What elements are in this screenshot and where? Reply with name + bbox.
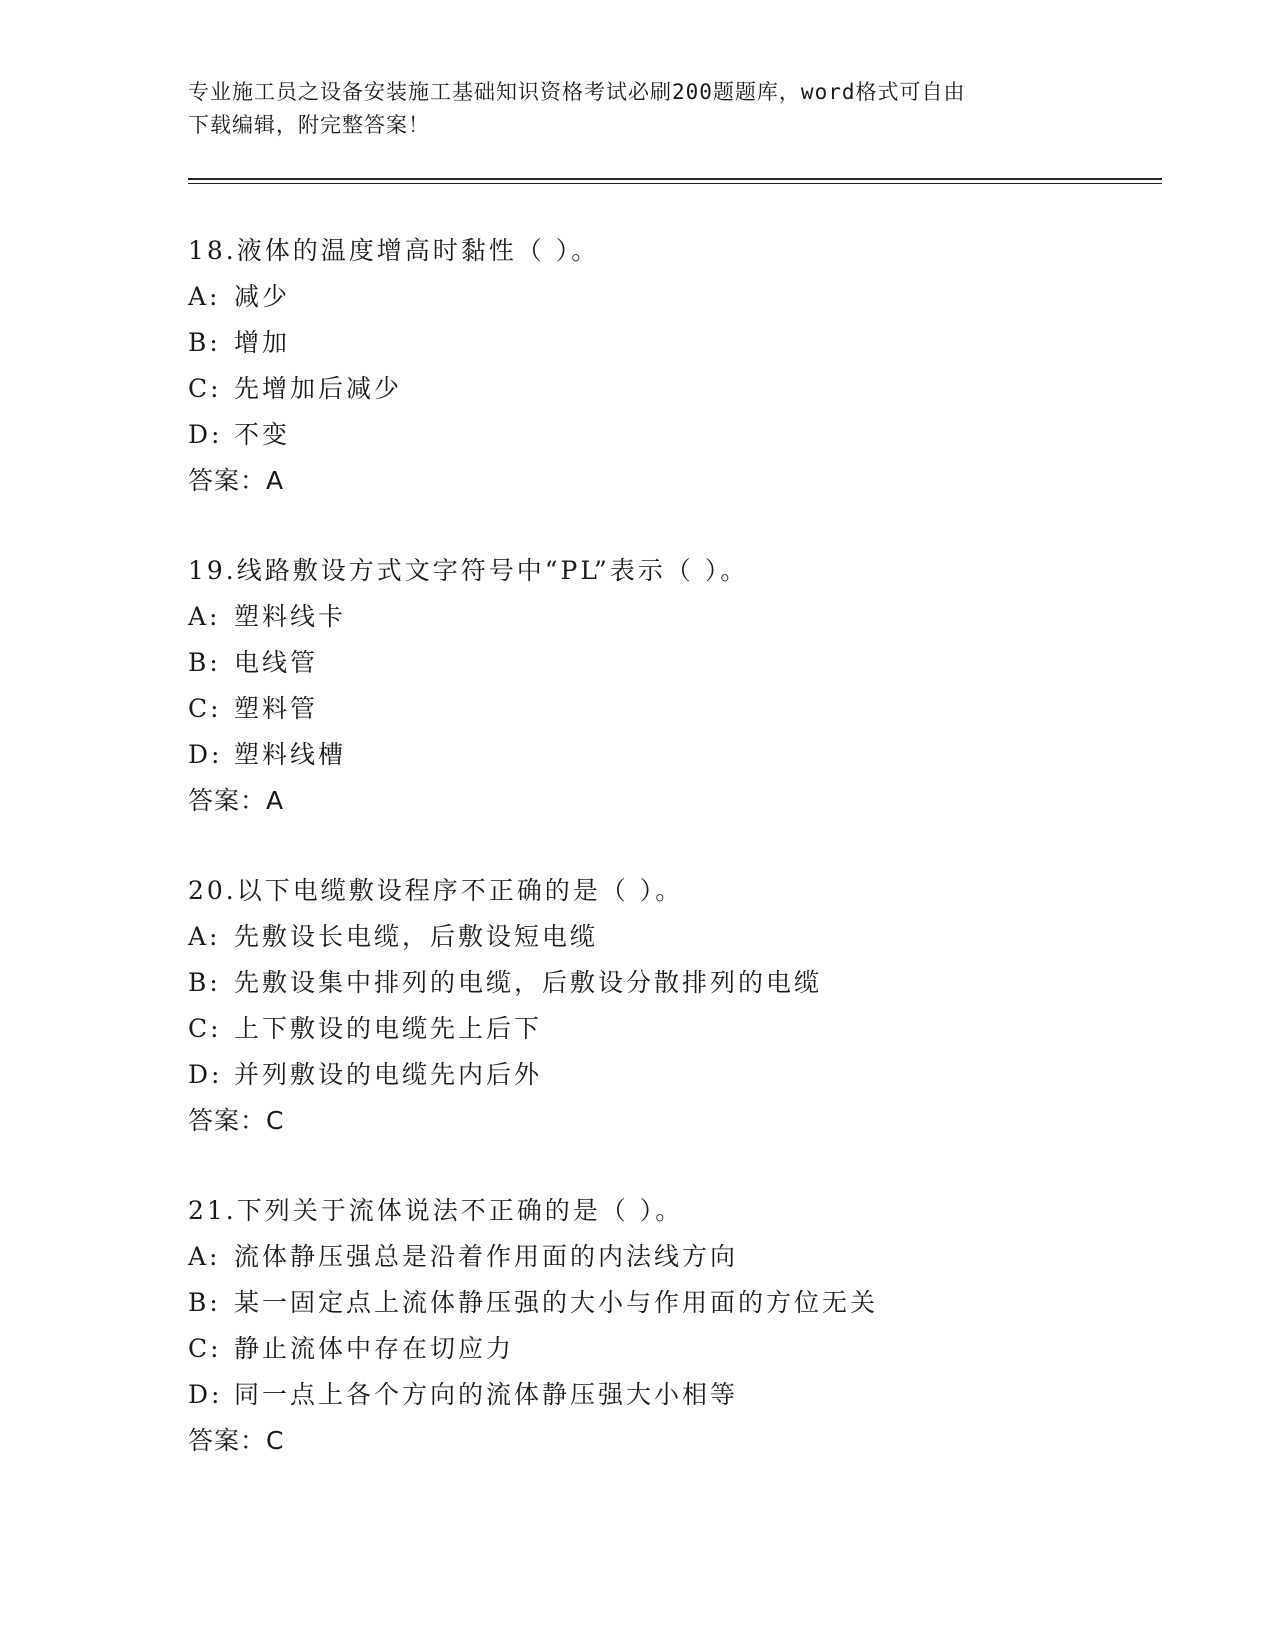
- question-19: [188, 548, 1188, 824]
- option-text: 塑料线槽: [234, 740, 347, 769]
- option-key: A:: [188, 922, 221, 951]
- option-text: 不变: [234, 420, 291, 449]
- option-a: [188, 594, 1188, 640]
- option-key: D:: [188, 740, 223, 769]
- answer: 答案：C: [188, 1106, 285, 1135]
- answer: 答案：C: [188, 1426, 285, 1455]
- option-text: 流体静压强总是沿着作用面的内法线方向: [234, 1242, 739, 1271]
- option-key: D:: [188, 1380, 223, 1409]
- answer: 答案：A: [188, 786, 285, 815]
- option-key: A:: [188, 282, 221, 311]
- option-text: 静止流体中存在切应力: [234, 1334, 515, 1363]
- option-a: [188, 1234, 1188, 1280]
- option-c: [188, 366, 1188, 412]
- question-20: [188, 868, 1188, 1144]
- document-header: [188, 76, 1088, 142]
- question-stem: 20.以下电缆敷设程序不正确的是（ ）。: [188, 876, 684, 905]
- option-d: [188, 732, 1188, 778]
- option-text: 并列敷设的电缆先内后外: [234, 1060, 543, 1089]
- option-a: [188, 914, 1188, 960]
- option-d: [188, 412, 1188, 458]
- answer: 答案：A: [188, 466, 285, 495]
- option-text: 先增加后减少: [234, 374, 403, 403]
- option-text: 减少: [234, 282, 291, 311]
- option-c: [188, 1326, 1188, 1372]
- option-d: [188, 1052, 1188, 1098]
- option-text: 先敷设长电缆，后敷设短电缆: [234, 922, 599, 951]
- option-text: 同一点上各个方向的流体静压强大小相等: [234, 1380, 739, 1409]
- option-key: D:: [188, 1060, 223, 1089]
- option-b: [188, 640, 1188, 686]
- option-key: C:: [188, 1014, 222, 1043]
- option-text: 先敷设集中排列的电缆，后敷设分散排列的电缆: [234, 968, 823, 997]
- option-c: [188, 1006, 1188, 1052]
- option-b: [188, 960, 1188, 1006]
- question-stem: 21.下列关于流体说法不正确的是（ ）。: [188, 1196, 684, 1225]
- question-stem: 18.液体的温度增高时黏性（ ）。: [188, 236, 600, 265]
- option-d: [188, 1372, 1188, 1418]
- question-21: [188, 1188, 1188, 1464]
- option-b: [188, 1280, 1188, 1326]
- option-key: D:: [188, 420, 223, 449]
- option-c: [188, 686, 1188, 732]
- option-b: [188, 320, 1188, 366]
- option-key: B:: [188, 648, 221, 677]
- option-key: C:: [188, 1334, 222, 1363]
- option-key: C:: [188, 374, 222, 403]
- option-key: A:: [188, 1242, 221, 1271]
- option-key: A:: [188, 602, 221, 631]
- option-key: B:: [188, 328, 221, 357]
- header-rule-thin: [188, 183, 1162, 184]
- question-18: [188, 228, 1188, 504]
- question-stem: 19.线路敷设方式文字符号中“PL”表示（ ）。: [188, 556, 749, 585]
- option-text: 塑料管: [234, 694, 319, 723]
- option-key: C:: [188, 694, 222, 723]
- header-line-1: 专业施工员之设备安装施工基础知识资格考试必刷200题题库，word格式可自由: [188, 80, 966, 104]
- header-line-2: 下载编辑，附完整答案！: [188, 113, 430, 137]
- option-text: 某一固定点上流体静压强的大小与作用面的方位无关: [234, 1288, 879, 1317]
- option-text: 塑料线卡: [234, 602, 347, 631]
- option-key: B:: [188, 1288, 221, 1317]
- header-rule-thick: [188, 178, 1162, 180]
- option-text: 上下敷设的电缆先上后下: [234, 1014, 543, 1043]
- option-text: 增加: [234, 328, 291, 357]
- option-key: B:: [188, 968, 221, 997]
- option-text: 电线管: [234, 648, 319, 677]
- option-a: [188, 274, 1188, 320]
